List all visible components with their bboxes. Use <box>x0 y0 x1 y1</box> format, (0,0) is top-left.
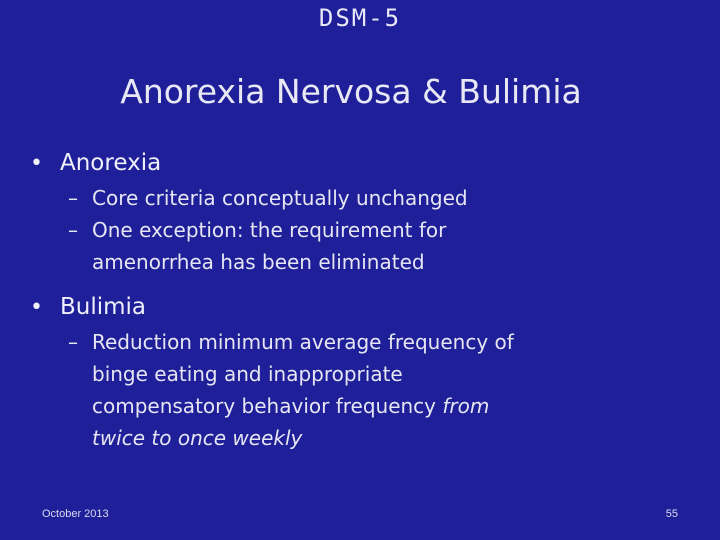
dash-marker: – <box>68 330 78 354</box>
dash-marker: – <box>68 218 78 242</box>
bullet-bulimia <box>30 294 690 320</box>
sub-item-text: One exception: the requirement for amenorrhea has been eliminated <box>92 218 447 274</box>
slide-title: Anorexia Nervosa & Bulimia <box>120 72 582 111</box>
sub-item <box>68 326 690 454</box>
footer-date: October 2013 <box>42 508 109 520</box>
bullet-heading: Anorexia <box>60 150 162 176</box>
bullet-dot: • <box>30 151 43 176</box>
slide-content <box>30 150 690 454</box>
dsm5-logo: DSM-5 <box>318 4 402 32</box>
bullet-heading: Bulimia <box>60 294 147 320</box>
sub-item <box>68 214 690 278</box>
bullet-dot: • <box>30 295 43 320</box>
sub-item-plain: Reduction minimum average frequency of binge eating and inappropriate compensatory behavior frequency <box>92 330 514 418</box>
bullet-anorexia <box>30 150 690 176</box>
sub-item-emphasis: from twice to once weekly <box>92 394 490 450</box>
sub-list-anorexia <box>68 182 690 278</box>
sub-item-text: Core criteria conceptually unchanged <box>92 186 468 210</box>
sub-item <box>68 182 690 214</box>
sub-list-bulimia <box>68 326 690 454</box>
dash-marker: – <box>68 186 78 210</box>
sub-item-text <box>92 326 532 454</box>
page-number: 55 <box>665 508 678 520</box>
